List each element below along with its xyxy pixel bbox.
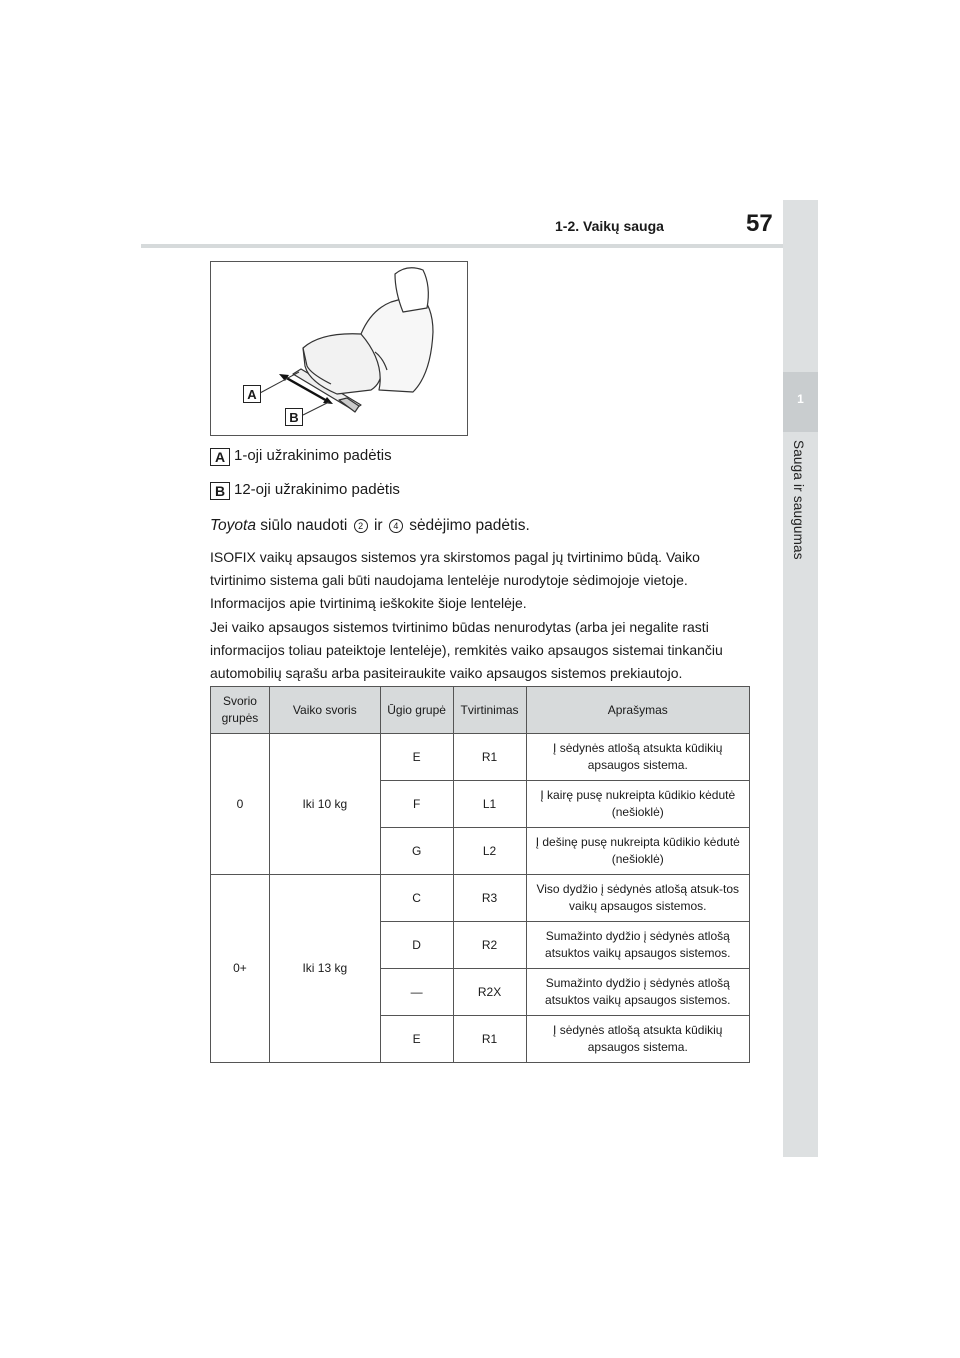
size-cell: D: [380, 922, 453, 969]
seat-drawing: [211, 262, 467, 435]
description-cell: Į kairę pusę nukreipta kūdikio kėdutė (nešioklė): [526, 781, 749, 828]
size-cell: —: [380, 969, 453, 1016]
weight-group-cell: 0: [211, 734, 270, 875]
legend-item-a: [210, 447, 392, 466]
description-cell: Į sėdynės atlošą atsukta kūdikių apsaugos sistema.: [526, 734, 749, 781]
paragraph-line-2: Jei vaiko apsaugos sistemos tvirtinimo būdas nenurodytas (arba jei negalite rasti informacijos toliau pateiktoje lentelėje), remkitės vaiko apsaugos sistemai tinkančiu automobilių sąrašu arba pasiteiraukite vaiko apsaugos sistemos prekiautojo.: [210, 618, 723, 682]
size-cell: F: [380, 781, 453, 828]
fixture-cell: R1: [453, 1016, 526, 1063]
description-cell: Į dešinę pusę nukreipta kūdikio kėdutė (nešioklė): [526, 828, 749, 875]
legend-text-a: 1-oji užrakinimo padėtis: [234, 447, 392, 464]
fixture-cell: R1: [453, 734, 526, 781]
weight-group-cell: 0+: [211, 875, 270, 1063]
fixture-cell: R3: [453, 875, 526, 922]
child-weight-cell: Iki 13 kg: [269, 875, 380, 1063]
fixture-cell: L2: [453, 828, 526, 875]
table-row: [211, 875, 750, 922]
header-rule: [141, 244, 783, 248]
legend-text-b: 12-oji užrakinimo padėtis: [234, 481, 400, 498]
table-header-row: [211, 687, 750, 734]
legend-tag-a: A: [210, 448, 230, 466]
fixture-cell: R2X: [453, 969, 526, 1016]
chapter-label: Sauga ir saugumas: [791, 440, 806, 560]
size-cell: G: [380, 828, 453, 875]
chapter-number: 1: [797, 392, 804, 406]
isofix-table: [210, 686, 750, 1063]
seat-illustration: [210, 261, 468, 436]
rec-text-before: siūlo naudoti: [260, 517, 348, 534]
rec-text-after: sėdėjimo padėtis.: [409, 517, 530, 534]
header-description: Aprašymas: [526, 687, 749, 734]
size-cell: E: [380, 1016, 453, 1063]
chapter-side-tab: [783, 200, 818, 1157]
size-cell: E: [380, 734, 453, 781]
legend-tag-b: B: [210, 482, 230, 500]
size-cell: C: [380, 875, 453, 922]
body-paragraph: [210, 546, 755, 685]
description-cell: Į sėdynės atlošą atsukta kūdikių apsaugos sistema.: [526, 1016, 749, 1063]
brand-name: Toyota: [210, 517, 256, 534]
description-cell: Sumažinto dydžio į sėdynės atlošą atsuktos vaikų apsaugos sistemos.: [526, 922, 749, 969]
rec-connector: ir: [373, 517, 383, 534]
header-child-weight: Vaiko svoris: [269, 687, 380, 734]
fixture-cell: R2: [453, 922, 526, 969]
position-2-marker: 2: [354, 519, 368, 533]
header-size-class: Ūgio grupė: [380, 687, 453, 734]
table-row: [211, 734, 750, 781]
legend-item-b: [210, 481, 400, 500]
child-weight-cell: Iki 10 kg: [269, 734, 380, 875]
header-weight-group: Svorio grupės: [211, 687, 270, 734]
section-title: 1-2. Vaikų sauga: [555, 218, 664, 234]
paragraph-line-1: ISOFIX vaikų apsaugos sistemos yra skirstomos pagal jų tvirtinimo būdą. Vaiko tvirtinimo sistema gali būti naudojama lentelėje nurodytoje sėdimojoje vietoje. Informacijos apie tvirtinimą ieškokite šioje lentelėje.: [210, 549, 700, 612]
callout-b: B: [285, 408, 303, 426]
description-cell: Sumažinto dydžio į sėdynės atlošą atsuktos vaikų apsaugos sistemos.: [526, 969, 749, 1016]
callout-a: A: [243, 385, 261, 403]
position-4-marker: 4: [389, 519, 403, 533]
recommendation: [210, 517, 530, 535]
fixture-cell: L1: [453, 781, 526, 828]
description-cell: Viso dydžio į sėdynės atlošą atsuk-tos vaikų apsaugos sistemos.: [526, 875, 749, 922]
page-number: 57: [746, 210, 773, 237]
header-fixture: Tvirtinimas: [453, 687, 526, 734]
